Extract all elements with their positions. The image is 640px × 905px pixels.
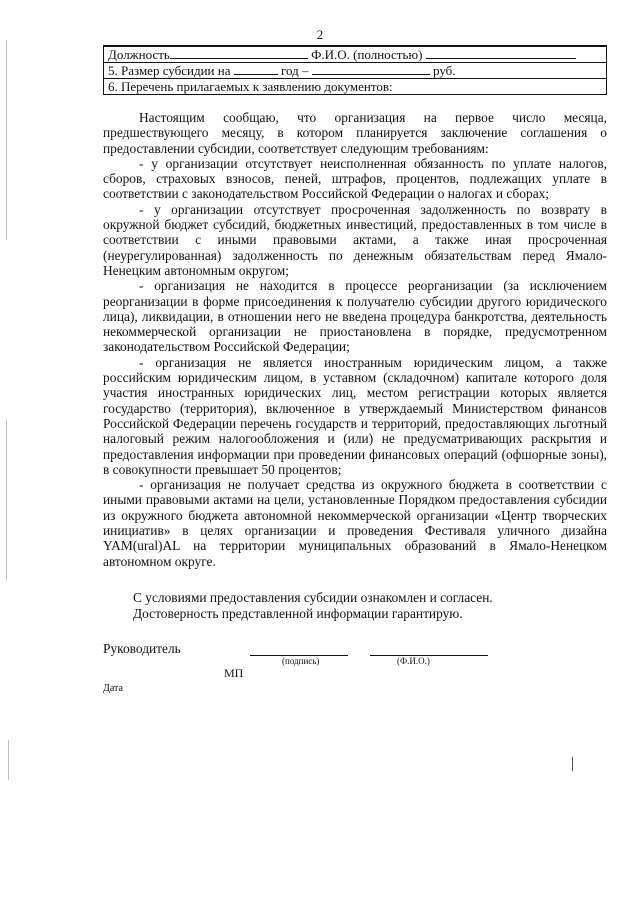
fio-caption: (Ф.И.О.) (397, 656, 430, 666)
subsidy-label: 5. Размер субсидии на (108, 63, 231, 78)
requirement-item: - у организации отсутствует просроченная задолженность по возврату в окружной бюджет субсидий, бюджетных инвестиций, предоставленных в том числе в соответствии с иными правовыми актами, а также иная просроченная (неурегулированная) задолженность по денежным обязательствам перед Ямало-Ненецким автономным округом; (103, 201, 607, 278)
date-label: Дата (103, 683, 123, 694)
scan-edge-mark (572, 757, 573, 771)
requirement-item: - организация не является иностранным юридическим лицом, а также российским юридическим лицом, в уставном (складочном) капитале которого доля участия иностранных юридических лиц, местом регистрации которых является государство (территория), включенное в утверждаемый Министерством финансов Российской Федерации перечень государств и территорий, предоставляющих льготный налоговый режим налогообложения и (или) не предусматривающих раскрытия и предоставления информации при проведении финансовых операций (офшорные зоны), в совокупности превышает 50 процентов; (103, 354, 607, 477)
form-row-subsidy (104, 63, 607, 79)
form-row-position (104, 46, 607, 63)
subsidy-period-blank[interactable] (234, 63, 278, 75)
requirements-text (103, 110, 607, 569)
fio-blank[interactable] (426, 47, 576, 59)
year-label: год – (280, 63, 309, 78)
signature-caption: (подпись) (282, 656, 320, 666)
page-number: 2 (316, 27, 324, 42)
scan-edge-mark (6, 420, 7, 580)
stamp-label: МП (224, 666, 244, 680)
scan-edge-mark (6, 40, 7, 240)
currency-label: руб. (432, 63, 456, 78)
requirement-item: - организация не получает средства из окружного бюджета в соответствии с иными правовыми актами на цели, установленные Порядком предоставления субсидии из окружного бюджета автономной некоммерческой организации «Центр творческих инициатив» в целях организации и проведения Фестиваля уличного дизайна YAM(ural)AL на территории муниципальных образований в Ямало-Ненецком автономном округе. (103, 477, 607, 569)
requirement-item: - у организации отсутствует неисполненная обязанность по уплате налогов, сборов, страховых взносов, пеней, штрафов, процентов, подлежащих уплате в соответствии с законодательством Российской Федерации о налогах и сборах; (103, 155, 607, 202)
form-table (103, 45, 607, 95)
fio-label: Ф.И.О. (полностью) (311, 47, 423, 62)
position-blank[interactable] (170, 47, 308, 59)
closing-statement (133, 590, 613, 622)
agreement-line: С условиями предоставления субсидии ознакомлен и согласен. (133, 590, 493, 605)
subsidy-amount-blank[interactable] (312, 63, 430, 75)
guarantee-line: Достоверность представленной информации гарантирую. (133, 606, 463, 621)
form-row-documents (104, 79, 607, 95)
position-label: Должность (108, 47, 170, 62)
intro-paragraph: Настоящим сообщаю, что организация на первое число месяца, предшествующего месяцу, в котором планируется заключение соглашения о предоставлении субсидии, соответствует следующим требованиям: (103, 110, 607, 156)
requirement-item: - организация не находится в процессе реорганизации (за исключением реорганизации в форме присоединения к получателю субсидии другого юридического лица), ликвидации, в отношении него не введена процедура банкротства, деятельность некоммерческой организации не приостановлена в порядке, предусмотренном законодательством Российской Федерации; (103, 278, 607, 355)
scan-edge-mark (8, 740, 9, 780)
head-label: Руководитель (103, 641, 181, 656)
documents-label: 6. Перечень прилагаемых к заявлению документов: (104, 79, 607, 95)
